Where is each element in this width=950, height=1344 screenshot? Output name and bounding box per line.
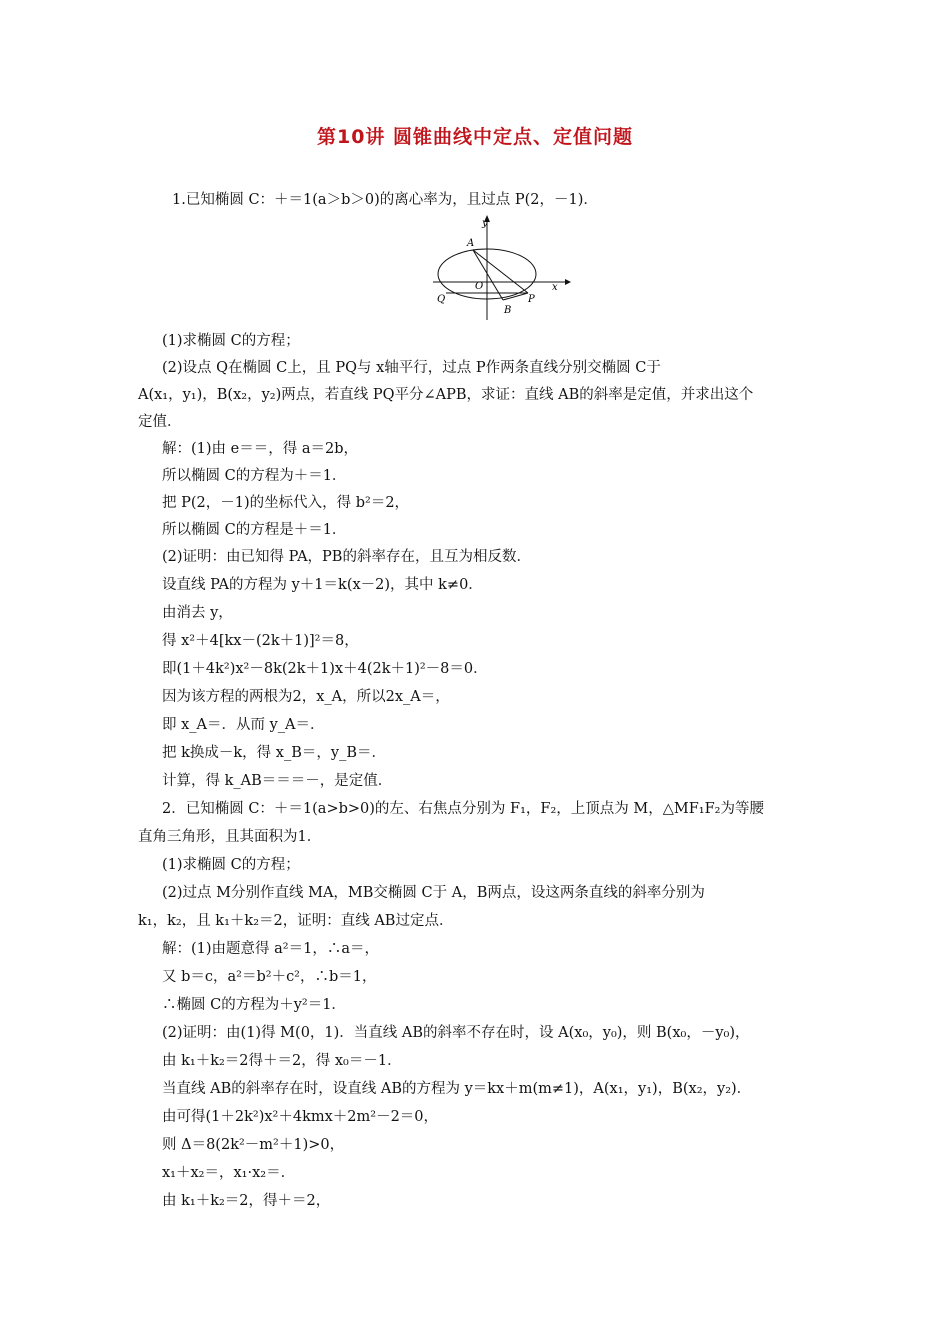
p2-part2-line1: (2)过点 M分别作直线 MA，MB交椭圆 C于 A，B两点，设这两条直线的斜率分别为 [162, 885, 705, 901]
p2-proof-line7: 由 k₁＋k₂＝2，得＋＝2， [162, 1193, 331, 1209]
p2-proof-line3: 当直线 AB的斜率存在时，设直线 AB的方程为 y＝kx＋m(m≠1)，A(x₁，y₁)，B(x₂，y₂)． [162, 1081, 752, 1097]
p1-solution-line4: 所以椭圆 C的方程是＋＝1． [162, 522, 347, 538]
p1-proof-line8: 把 k换成－k，得 x_B＝，y_B＝． [162, 745, 386, 761]
p2-part1: (1)求椭圆 C的方程； [162, 857, 300, 873]
p1-part2-line3: 定值． [138, 414, 182, 430]
p2-solution-line1: 解：(1)由题意得 a²＝1，∴a＝， [162, 941, 379, 957]
p1-part1: (1)求椭圆 C的方程； [162, 333, 300, 349]
y-axis-label: y [482, 218, 488, 229]
p1-proof-line2: 设直线 PA的方程为 y＋1＝k(x－2)，其中 k≠0． [162, 577, 483, 593]
p2-proof-line5: 则 Δ＝8(2k²－m²＋1)>0， [162, 1137, 345, 1153]
problem-2-statement-line2: 直角三角形，且其面积为1． [138, 829, 322, 845]
problem-2-statement-line1: 2．已知椭圆 C：＋＝1(a>b>0)的左、右焦点分别为 F₁，F₂，上顶点为 M，△MF₁F₂为等腰 [162, 801, 764, 817]
p1-proof-line4: 得 x²＋4[kx－(2k＋1)]²＝8， [162, 633, 359, 649]
point-p-label: P [528, 294, 535, 305]
p1-part2-line1: (2)设点 Q在椭圆 C上，且 PQ与 x轴平行，过点 P作两条直线分别交椭圆 C于 [162, 360, 661, 376]
p2-proof-line1: (2)证明：由(1)得 M(0，1)．当直线 AB的斜率不存在时，设 A(x₀，y₀)，则 B(x₀，－y₀)， [162, 1025, 750, 1041]
x-axis-arrow [565, 279, 571, 285]
point-b-label: B [504, 305, 512, 316]
x-axis-label: x [552, 282, 558, 293]
problem-1-statement: 1.已知椭圆 C：＋＝1(a＞b＞0)的离心率为，且过点 P(2，－1)． [172, 192, 598, 208]
p2-part2-line2: k₁，k₂，且 k₁＋k₂＝2，证明：直线 AB过定点． [138, 913, 454, 929]
page-title: 第10讲 圆锥曲线中定点、定值问题 [316, 126, 634, 148]
p1-proof-line1: (2)证明：由已知得 PA，PB的斜率存在，且互为相反数． [162, 549, 531, 565]
p1-proof-line9: 计算，得 k_AB＝＝＝－，是定值． [162, 773, 393, 789]
p2-proof-line4: 由可得(1＋2k²)x²＋4kmx＋2m²－2＝0， [162, 1109, 439, 1125]
p1-solution-line2: 所以椭圆 C的方程为＋＝1． [162, 468, 347, 484]
p1-solution-line3: 把 P(2，－1)的坐标代入，得 b²＝2， [162, 495, 410, 511]
p1-proof-line7: 即 x_A＝．从而 y_A＝． [162, 717, 325, 733]
origin-label: O [475, 281, 484, 292]
point-a-label: A [467, 238, 475, 249]
p2-proof-line2: 由 k₁＋k₂＝2得＋＝2，得 x₀＝－1． [162, 1053, 402, 1069]
p2-solution-line2: 又 b＝c，a²＝b²＋c²，∴b＝1， [162, 969, 377, 985]
p2-proof-line6: x₁＋x₂＝，x₁·x₂＝． [162, 1165, 296, 1181]
p2-solution-line3: ∴椭圆 C的方程为＋y²＝1． [162, 997, 346, 1013]
p1-solution-line1: 解：(1)由 e＝＝，得 a＝2b， [162, 441, 358, 457]
p1-proof-line3: 由消去 y， [162, 605, 233, 621]
point-q-label: Q [437, 294, 446, 305]
p1-proof-line5: 即(1＋4k²)x²－8k(2k＋1)x＋4(2k＋1)²－8＝0． [162, 661, 488, 677]
p1-proof-line6: 因为该方程的两根为2，x_A，所以2x_A＝， [162, 689, 450, 705]
ellipse-figure [425, 212, 575, 324]
p1-part2-line2: A(x₁，y₁)，B(x₂，y₂)两点，若直线 PQ平分∠APB，求证：直线 AB的斜率是定值，并求出这个 [138, 387, 754, 403]
